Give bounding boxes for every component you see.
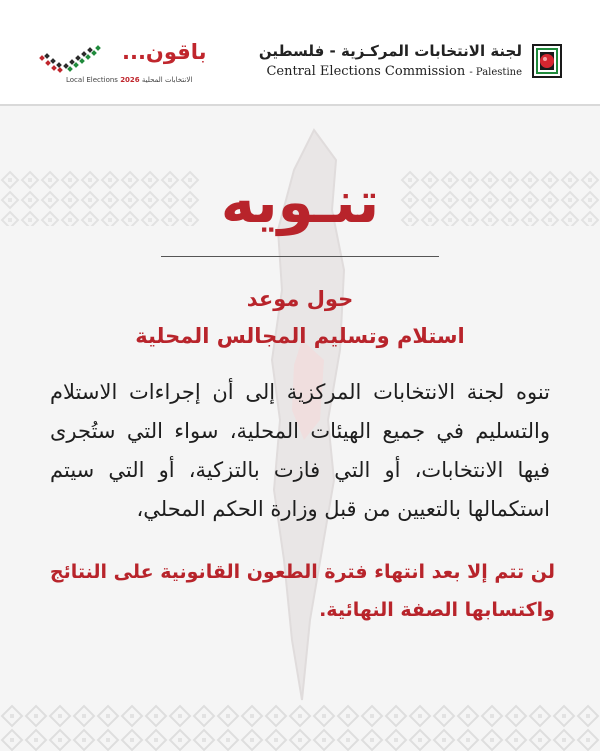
commission-logo — [258, 40, 562, 86]
campaign-sub-en: Local Elections — [66, 76, 118, 84]
body-paragraph: تنوه لجنة الانتخابات المركزية إلى أن إجراءات الاستلام والتسليم في جميع الهيئات المحلية، سواء التي ستُجرى فيها الانتخابات، أو التي فازت بالتزكية، أو التي سيتم استكمالها بالتعيين من قبل وزارة الحكم المحلي، — [50, 380, 550, 521]
campaign-subtitle — [66, 76, 192, 84]
campaign-logo — [34, 34, 207, 90]
commission-name-en-main: Central Elections Commission — [266, 64, 466, 79]
ballot-box-emblem-icon — [532, 44, 562, 78]
subtitle-line-2: استلام وتسليم المجالس المحلية — [135, 324, 465, 348]
embroidery-pattern-bottom — [0, 704, 600, 751]
header-divider — [0, 104, 600, 106]
page-title: تنـويه — [220, 168, 380, 236]
campaign-slogan: باقون... — [122, 40, 207, 64]
campaign-sub-year: 2026 — [120, 76, 140, 84]
commission-name-arabic: لجنة الانتخابات المركـزية - فلسطين — [258, 42, 522, 60]
commission-name-english — [266, 64, 522, 79]
title-divider — [161, 256, 439, 257]
campaign-sub-ar: الانتخابات المحلية — [141, 76, 193, 84]
checkmark-icon — [38, 42, 122, 76]
header-bar — [0, 0, 600, 104]
highlighted-notice: لن تتم إلا بعد انتهاء فترة الطعون القانونية على النتائج واكتسابها الصفة النهائية. — [49, 561, 555, 621]
commission-name-en-suffix: - Palestine — [469, 67, 522, 78]
subtitle-line-1: حول موعد — [246, 287, 354, 311]
